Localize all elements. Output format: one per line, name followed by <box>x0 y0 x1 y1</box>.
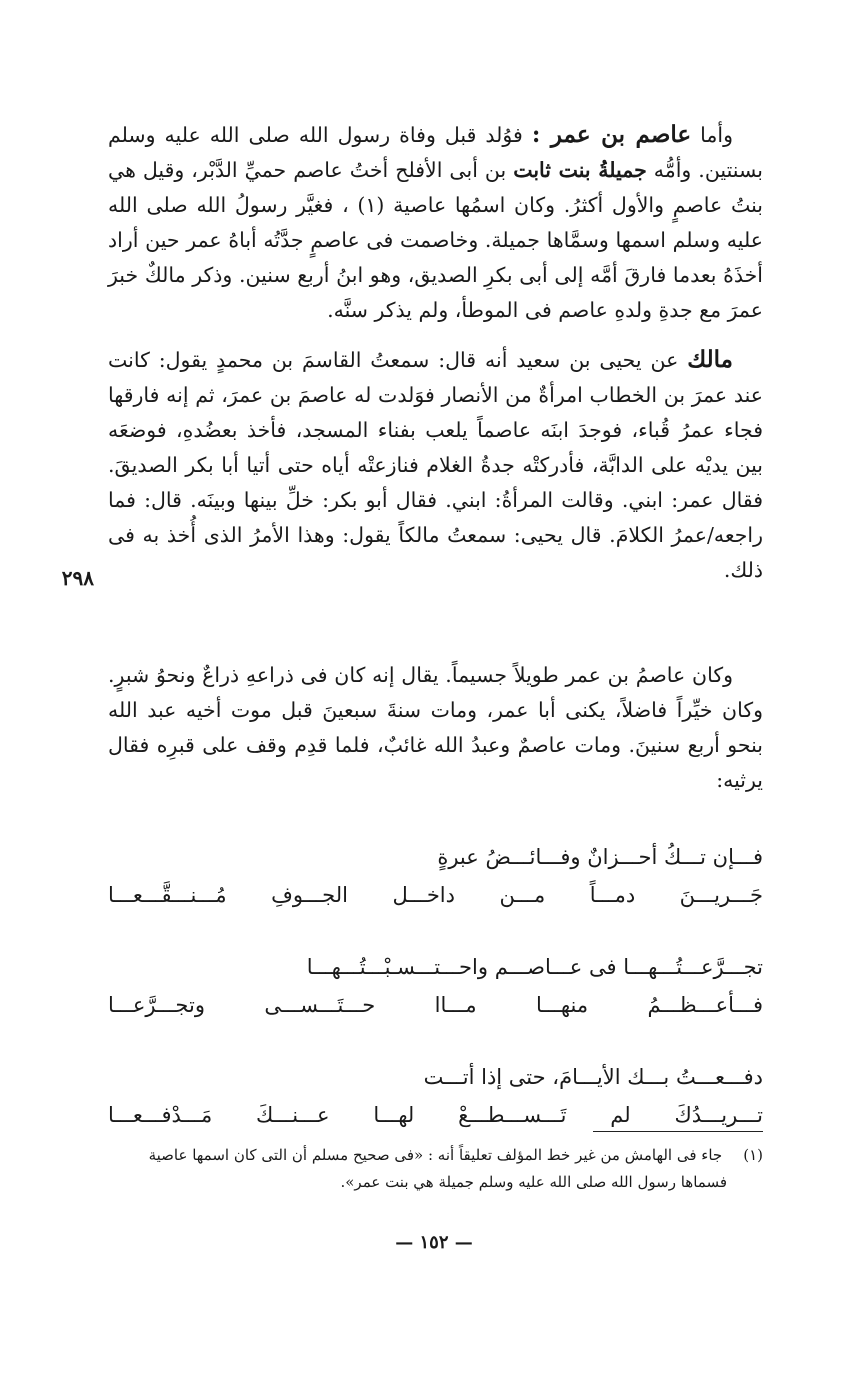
para1-text-a: فوُلد قبل وفاة رسول الله صلى الله عليه وسلم <box>108 123 523 147</box>
poem-verse <box>108 948 763 1024</box>
footnote-line-2: فسماها رسول الله صلى الله عليه وسلم جميلة هي بنت عمر». <box>340 1173 727 1191</box>
para2-name-heading: مالك <box>687 346 733 373</box>
elegy-poem <box>108 838 763 1168</box>
verse-second-hemistich: فـــأعـــظـــمُ منهـــا مـــاا حـــتَـــســـى وتجـــرَّعـــا <box>108 993 763 1017</box>
footnote-divider <box>593 1131 763 1132</box>
para1-text-c: بن أبى الأفلح أختُ عاصم حميِّ الدَّبْر، وقيل هي بنتُ عاصمٍ والأول أكثرُ. وكان اسمُها عاصية (١) ، فغيَّر رسولُ الله صلى الله عليه وسلم اسمها وسمَّاها جميلة. وخاصمت فى عاصمٍ جدَّتُه أباهُ عمر حين أراد أخذَهُ بعدما فارقَ أمَّه إلى أبى بكرِ الصديق، وهو ابنُ أربع سنين. وذكر مالكٌ خبرَ عمرَ مع جدةِ ولدهِ عاصم فى الموطأ، ولم يذكر سنَّه. <box>108 158 763 322</box>
verse-first-hemistich: تجـــرَّعـــتُـــهـــا فى عـــاصـــم واحـــتـــسـبْـــتُـــهـــا <box>306 955 763 979</box>
footnote-line-1: جاء فى الهامش من غير خط المؤلف تعليقاً أنه : «فى صحيح مسلم أن التى كان اسمها عاصية <box>148 1146 723 1164</box>
poem-verse <box>108 838 763 914</box>
footnote-marker: (١) <box>743 1146 763 1164</box>
paragraph-malik-narration <box>108 342 763 588</box>
verse-first-hemistich: فـــإن تـــكُ أحـــزانٌ وفـــائـــضُ عبرةٍ <box>437 845 763 869</box>
poem-verse <box>108 1058 763 1134</box>
para1-text-b: بسنتين. وأمُّه <box>653 158 763 182</box>
page-number: — ١٥٢ — <box>395 1232 473 1253</box>
paragraph-asim-description <box>108 658 763 798</box>
para1-lead: وأما <box>700 123 733 147</box>
footnote <box>108 1142 763 1196</box>
verse-second-hemistich: تـــريـــدُكَ لم تَـــســـطـــعْ لهـــا عـــنـــكَ مَـــدْفـــعـــا <box>108 1103 763 1127</box>
paragraph-asim-intro <box>108 117 763 328</box>
para1-mother-name: جميلةُ بنت ثابت <box>513 158 647 182</box>
para2-text: عن يحيى بن سعيد أنه قال: سمعتُ القاسمَ بن محمدٍ يقول: كانت عند عمرَ بن الخطاب امرأةٌ من الأنصار فوَلدت له عاصمَ بن عمرَ، ثم إنه فارقها فجاء عمرُ قُباء، فوجدَ ابنَه عاصماً يلعب بفناء المسجد، فأخذ بعضُدهِ، فوضعَه بين يديْه على الدابَّة، فأدركتْه جدةُ الغلام فنازعتْه أياه حتى أتيا أبا بكر الصديقَ. فقال عمر: ابني. وقالت المرأةُ: ابني. فقال أبو بكر: خلِّ بينها وبينَه. قال: فما راجعه/عمرُ الكلامَ. قال يحيى: سمعتُ مالكاً يقول: وهذا الأمرُ الذى أُخذ به فى ذلك. <box>108 348 763 582</box>
verse-first-hemistich: دفـــعـــتُ بـــك الأيـــامَ، حتى إذا أتـــت <box>423 1065 763 1089</box>
margin-folio-number: ٢٩٨ <box>61 566 94 590</box>
para1-name-heading: عاصم بن عمر : <box>531 121 692 148</box>
verse-second-hemistich: جَـــريـــنَ دمـــاً مـــن داخـــل الجـــوفِ مُـــنـــقَّـــعـــا <box>108 883 763 907</box>
para3-text: وكان عاصمُ بن عمر طويلاً جسيماً. يقال إنه كان فى ذراعهِ ذراعٌ ونحوُ شبرٍ. وكان خيِّراً فاضلاً، يكنى أبا عمر، ومات سنةَ سبعينَ قبل موت أخيه عبد الله بنحو أربع سنينَ. ومات عاصمٌ وعبدُ الله غائبٌ، فلما قدِم وقف على قبرِه فقال يرثيه: <box>108 663 763 792</box>
